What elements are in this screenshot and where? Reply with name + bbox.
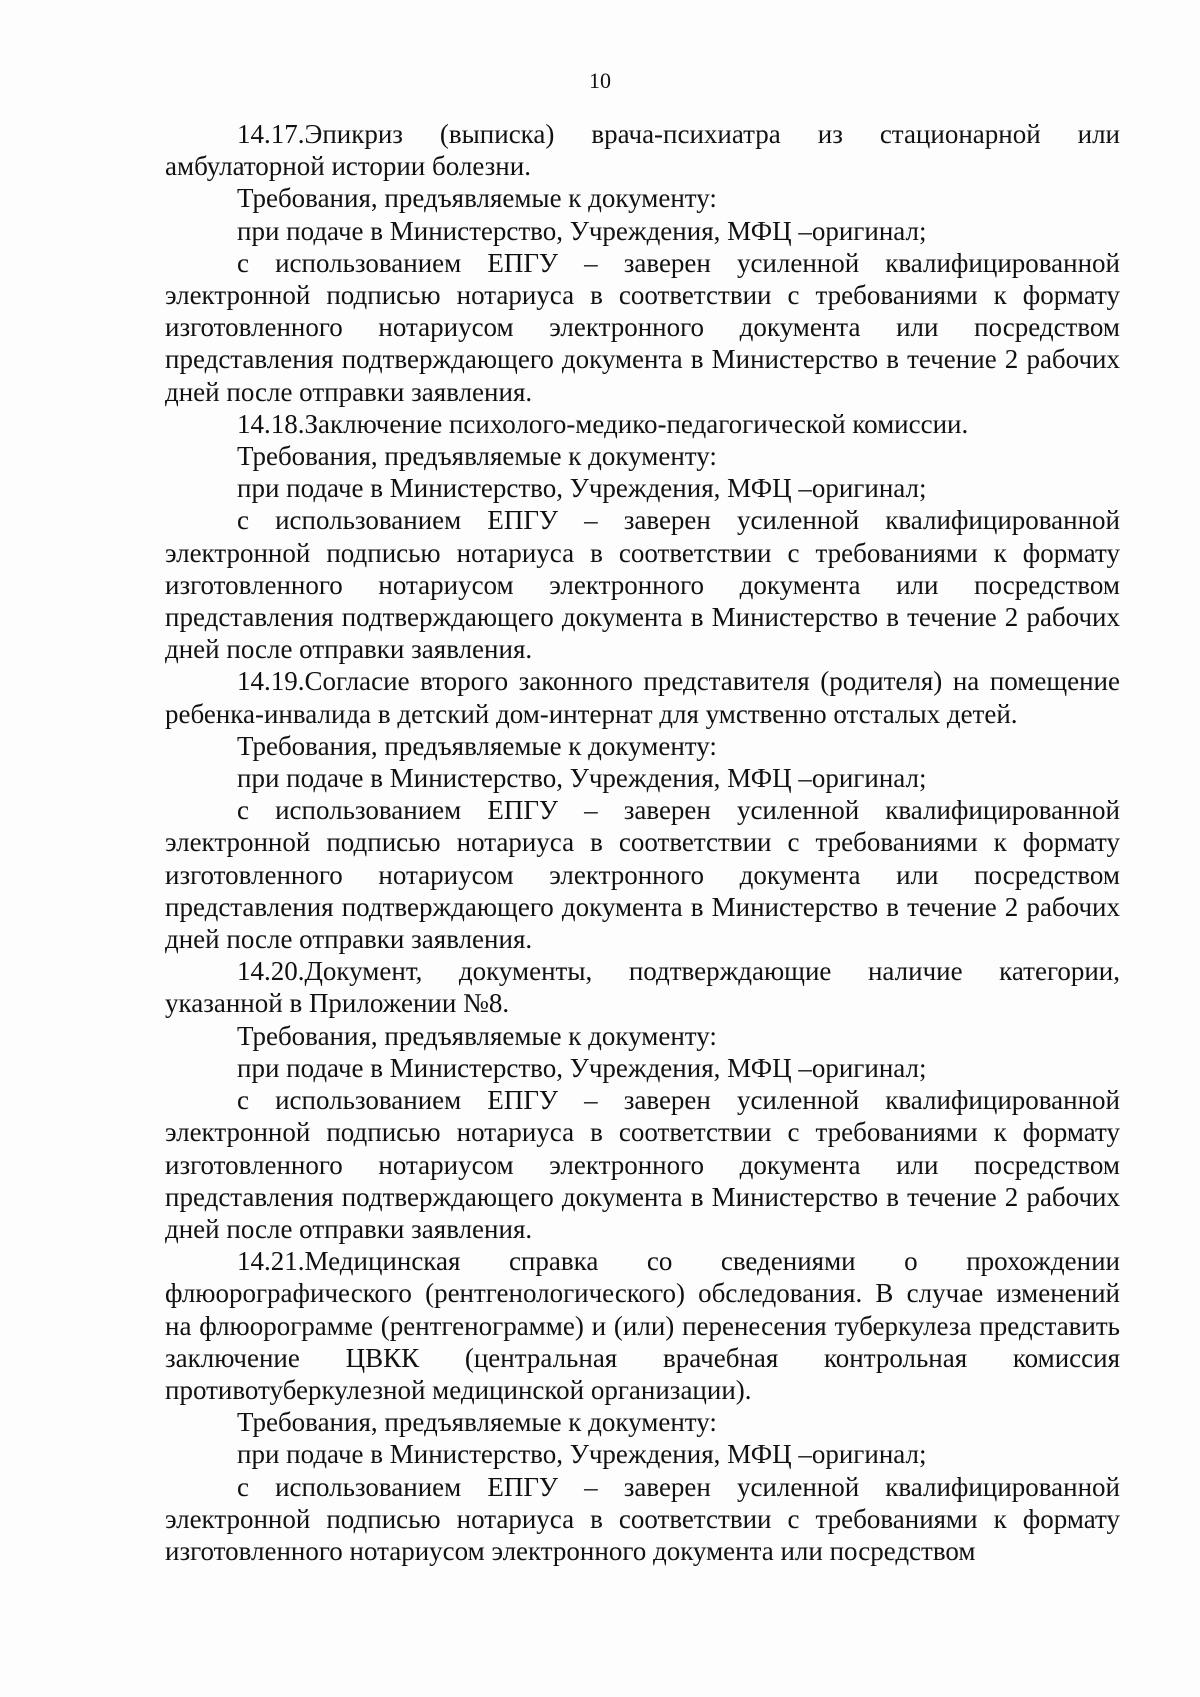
submission-in-person: при подаче в Министерство, Учреждения, МФЦ –оригинал;: [237, 473, 927, 504]
section-14-18: [165, 408, 1120, 666]
document-body: [165, 118, 1120, 1567]
submission-epgu: с использованием ЕПГУ – заверен усиленной квалифицированной электронной подписью нотариуса в соответствии с требованиями к формату изготовленного нотариусом электронного документа или посредством представления подтверждающего документа в Министерство в течение 2 рабочих дней после отправки заявления.: [165, 795, 1120, 955]
submission-epgu: с использованием ЕПГУ – заверен усиленной квалифицированной электронной подписью нотариуса в соответствии с требованиями к формату изготовленного нотариусом электронного документа или посредством представления подтверждающего документа в Министерство в течение 2 рабочих дней после отправки заявления.: [165, 505, 1120, 665]
section-heading: 14.21.Медицинская справка со сведениями о прохождении флюорографического (рентгенологического) обследования. В случае изменений на флюорограмме (рентгенограмме) и (или) перенесения туберкулеза представить заключение ЦВКК (центральная врачебная контрольная комиссия противотуберкулезной медицинской организации).: [165, 1246, 1120, 1405]
submission-in-person: при подаче в Министерство, Учреждения, МФЦ –оригинал;: [237, 1439, 927, 1470]
section-heading: 14.18.Заключение психолого-медико-педагогической комиссии.: [237, 408, 969, 439]
section-heading: 14.17.Эпикриз (выписка) врача-психиатра из стационарной или амбулаторной истории болезни.: [165, 119, 1120, 182]
requirements-title: Требования, предъявляемые к документу:: [237, 441, 717, 472]
requirements-title: Требования, предъявляемые к документу:: [237, 183, 717, 214]
submission-in-person: при подаче в Министерство, Учреждения, МФЦ –оригинал;: [237, 215, 927, 246]
section-14-21: [165, 1245, 1120, 1567]
requirements-title: Требования, предъявляемые к документу:: [237, 1407, 717, 1438]
page-number: 10: [589, 68, 611, 93]
submission-epgu: с использованием ЕПГУ – заверен усиленной квалифицированной электронной подписью нотариуса в соответствии с требованиями к формату изготовленного нотариусом электронного документа или посредством представления подтверждающего документа в Министерство в течение 2 рабочих дней после отправки заявления.: [165, 1085, 1120, 1244]
requirements-title: Требования, предъявляемые к документу:: [237, 1020, 717, 1051]
submission-in-person: при подаче в Министерство, Учреждения, МФЦ –оригинал;: [237, 1052, 927, 1083]
section-heading: 14.19.Согласие второго законного представителя (родителя) на помещение ребенка-инвалида в детский дом-интернат для умственно отсталых детей.: [165, 666, 1120, 729]
requirements-title: Требования, предъявляемые к документу:: [237, 730, 717, 761]
section-heading: 14.20.Документ, документы, подтверждающие наличие категории, указанной в Приложении №8.: [165, 956, 1120, 1019]
submission-in-person: при подаче в Министерство, Учреждения, МФЦ –оригинал;: [237, 763, 927, 794]
submission-epgu: с использованием ЕПГУ – заверен усиленной квалифицированной электронной подписью нотариуса в соответствии с требованиями к формату изготовленного нотариусом электронного документа или посредством: [165, 1471, 1120, 1566]
submission-epgu: с использованием ЕПГУ – заверен усиленной квалифицированной электронной подписью нотариуса в соответствии с требованиями к формату изготовленного нотариусом электронного документа или посредством представления подтверждающего документа в Министерство в течение 2 рабочих дней после отправки заявления.: [165, 247, 1120, 407]
section-14-20: [165, 955, 1120, 1245]
section-14-17: [165, 118, 1120, 408]
section-14-19: [165, 665, 1120, 955]
